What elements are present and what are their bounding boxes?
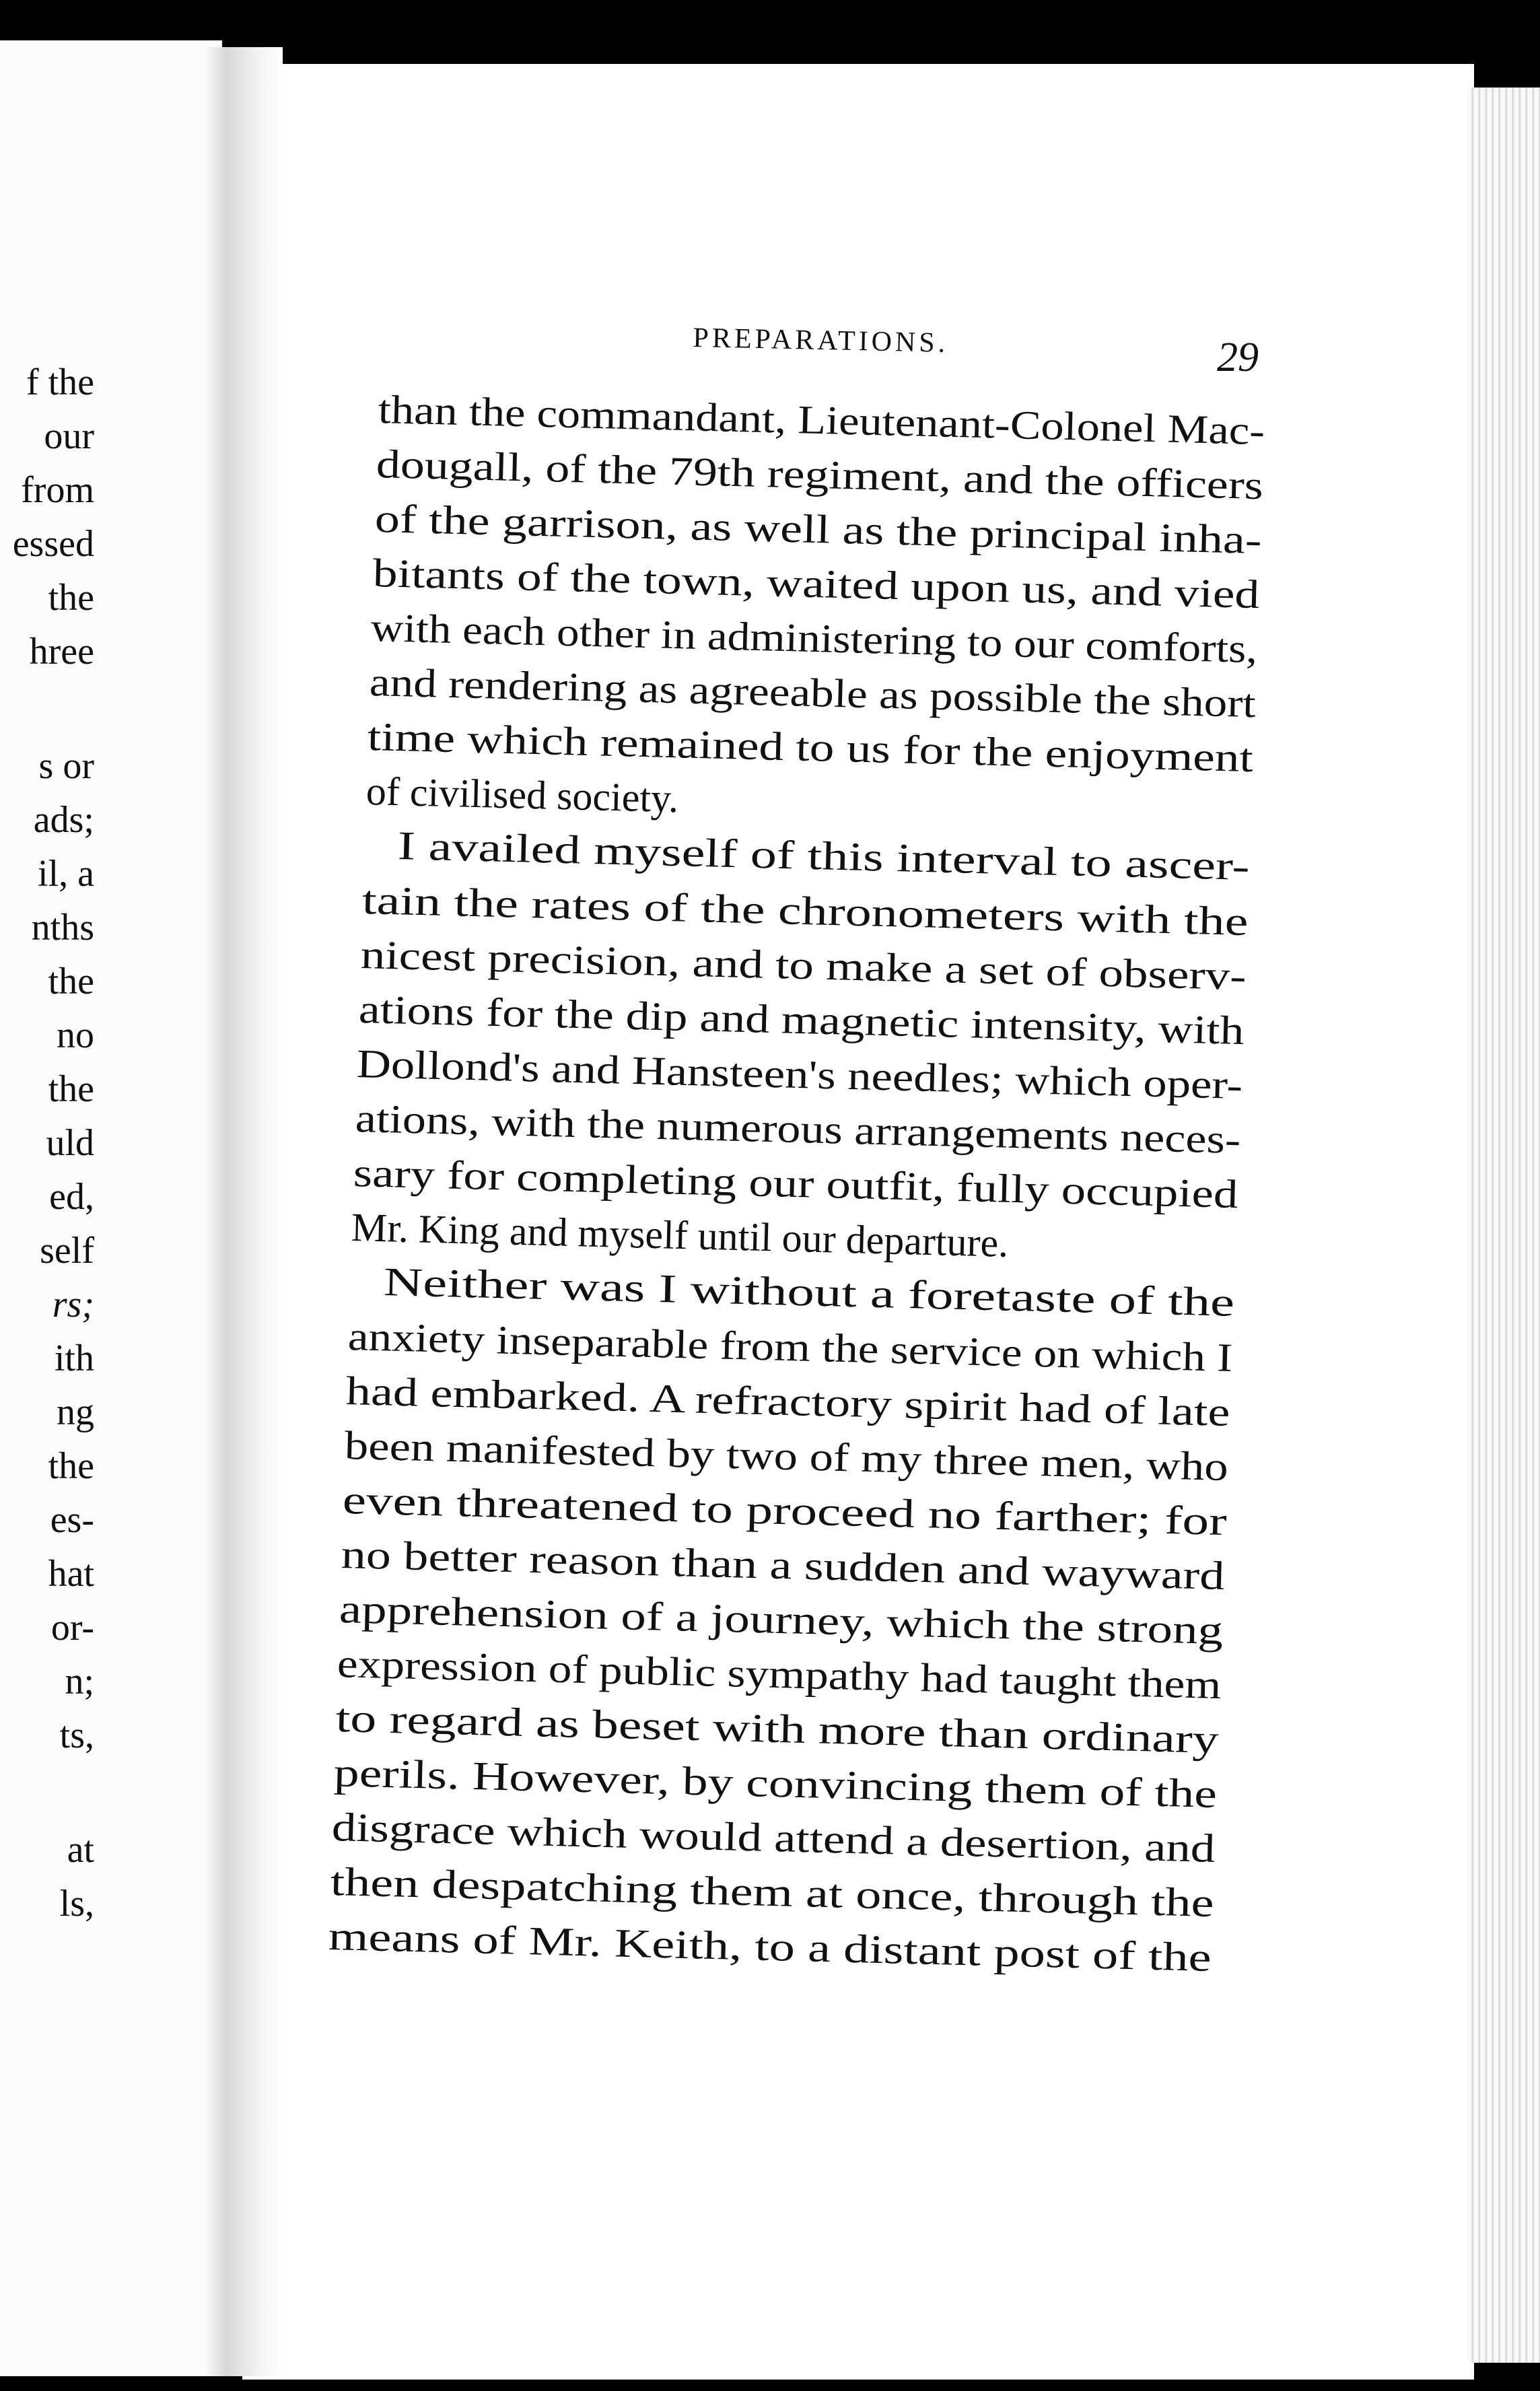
body-line: even threatened to proceed no farther; for bbox=[342, 1478, 1228, 1544]
left-page-fragment: at bbox=[67, 1829, 94, 1871]
body-line: Dollond's and Hansteen's needles; which oper- bbox=[356, 1041, 1244, 1108]
body-line: then despatching them at once, through the bbox=[329, 1859, 1214, 1926]
body-line: Mr. King and myself until our departure. bbox=[351, 1205, 1010, 1266]
body-line: disgrace which would attend a desertion, and bbox=[331, 1805, 1216, 1871]
left-page-fragment: nths bbox=[31, 907, 94, 948]
body-line: sary for completing our outfit, fully occupied bbox=[353, 1150, 1239, 1217]
body-line: Neither was I without a foretaste of the bbox=[382, 1259, 1235, 1325]
left-page-fragment: n; bbox=[65, 1661, 94, 1702]
left-page-fragment: es- bbox=[50, 1499, 94, 1541]
left-page-fragment: ith bbox=[54, 1338, 94, 1379]
body-line: ations for the dip and magnetic intensity, with bbox=[358, 987, 1245, 1053]
left-page-fragment: our bbox=[44, 415, 94, 457]
left-page-fragment: the bbox=[48, 577, 94, 619]
left-page-fragment: self bbox=[40, 1230, 94, 1272]
left-page-fragment: uld bbox=[46, 1122, 94, 1164]
body-line: no better reason than a sudden and wayward bbox=[340, 1532, 1225, 1599]
body-line: ations, with the numerous arrangements neces- bbox=[354, 1096, 1241, 1163]
body-line: with each other in administering to our comforts, bbox=[370, 605, 1259, 672]
left-page-fragment: ts, bbox=[59, 1714, 94, 1756]
left-page-fragment: s or bbox=[38, 745, 94, 787]
body-line: apprehension of a journey, which the strong bbox=[339, 1587, 1224, 1653]
left-page-fragment: essed bbox=[12, 523, 94, 565]
body-line: to regard as beset with more than ordinary bbox=[335, 1696, 1219, 1762]
body-line: tain the rates of the chronometers with the bbox=[361, 878, 1249, 944]
left-page-fragment: the bbox=[48, 1445, 94, 1487]
running-head: PREPARATIONS. bbox=[693, 322, 949, 359]
page-number: 29 bbox=[1217, 335, 1259, 380]
left-page-fragment: il, a bbox=[38, 853, 94, 895]
body-line: been manifested by two of my three men, who bbox=[343, 1423, 1229, 1490]
left-page-fragment: the bbox=[48, 961, 94, 1002]
body-line: time which remained to us for the enjoyment bbox=[367, 714, 1254, 781]
body-line: expression of public sympathy had taught them bbox=[337, 1641, 1222, 1708]
left-page-fragment: or- bbox=[50, 1607, 94, 1649]
body-line: had embarked. A refractory spirit had of late bbox=[345, 1368, 1231, 1435]
left-page-fragment: no bbox=[57, 1014, 94, 1056]
left-page-fragment: f the bbox=[26, 361, 94, 403]
left-page-fragment: ads; bbox=[33, 799, 94, 841]
left-page-fragment: ed, bbox=[49, 1176, 94, 1218]
left-page-fragment: the bbox=[48, 1068, 94, 1110]
body-line: of the garrison, as well as the principal inha- bbox=[374, 496, 1263, 563]
body-line: I availed myself of this interval to ascer- bbox=[397, 823, 1251, 889]
body-line: dougall, of the 79th regiment, and the officers bbox=[376, 442, 1264, 508]
left-page-fragment: rs; bbox=[52, 1284, 94, 1325]
left-page-fragment: from bbox=[21, 469, 94, 511]
left-page-fragment: ls, bbox=[59, 1883, 94, 1925]
left-page-fragment: hat bbox=[48, 1553, 94, 1595]
body-line: nicest precision, and to make a set of observ- bbox=[359, 932, 1247, 999]
left-page-fragment: ng bbox=[57, 1391, 94, 1433]
body-line: than the commandant, Lieutenant-Colonel Mac- bbox=[378, 387, 1265, 454]
body-line: and rendering as agreeable as possible the short bbox=[368, 660, 1257, 726]
body-line: bitants of the town, waited upon us, and vied bbox=[372, 551, 1261, 617]
body-line: perils. However, by convincing them of the bbox=[333, 1750, 1218, 1817]
left-page-fragment: hree bbox=[29, 631, 94, 672]
body-line: anxiety inseparable from the service on which I bbox=[347, 1314, 1234, 1381]
body-line: of civilised society. bbox=[365, 769, 679, 821]
body-line: means of Mr. Keith, to a distant post of the bbox=[328, 1914, 1212, 1980]
